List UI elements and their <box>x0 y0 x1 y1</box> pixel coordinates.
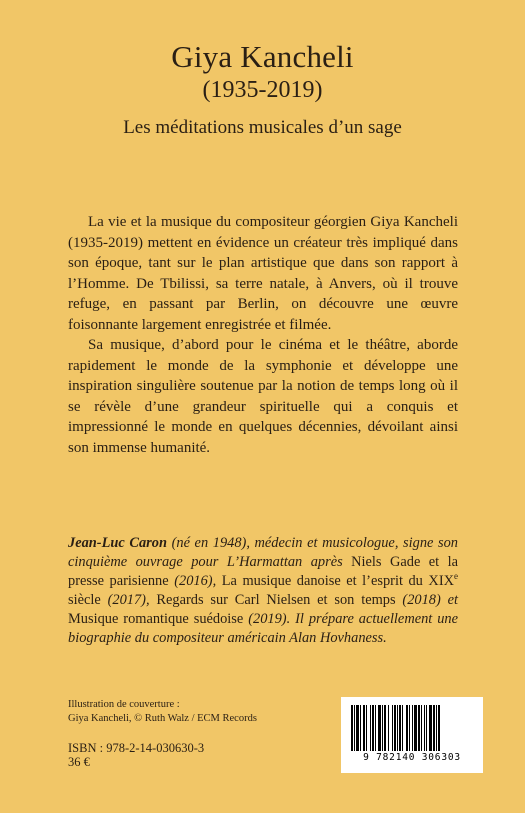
summary-paragraph-1: La vie et la musique du compositeur géorgien Giya Kancheli (1935-2019) mettent en évidence un créateur très impliqué dans son époque, tant sur le plan artistique que dans son rapport à l’Homme. De Tbilissi, sa terre natale, à Anvers, où il trouve refuge, en passant par Berlin, on découvre une œuvre foisonnante largement enregistrée et filmée. <box>68 214 458 333</box>
bio-closing: Il prépare actuellement une biographie du compositeur américain Alan Hovhaness. <box>68 611 458 646</box>
barcode-bar <box>414 705 417 751</box>
barcode-bar <box>354 705 355 751</box>
barcode-bar <box>356 705 359 751</box>
barcode-bar <box>406 705 408 751</box>
barcode-bar <box>402 705 403 751</box>
barcode-bar <box>388 705 389 751</box>
book-year-1: (2016), <box>168 573 222 589</box>
book-year-2: (2017), <box>100 592 157 608</box>
summary-paragraph-2: Sa musique, d’abord pour le cinéma et le théâtre, aborde rapidement le monde de la symphonie et développe une inspiration singulière soutenue par la notion de temps long où il se révèle d’une grandeur spirituelle qui a conquis et impressionné le monde en quelques décennies, dévoilant ainsi son immense humanité. <box>68 337 458 456</box>
barcode-bar <box>360 705 361 751</box>
credit-line-2: Giya Kancheli, © Ruth Walz / ECM Records <box>68 713 257 724</box>
barcode-bar <box>399 705 401 751</box>
author-bio <box>68 534 458 648</box>
book-year-4: (2019). <box>243 611 296 627</box>
barcode-bar <box>438 705 440 751</box>
barcode <box>341 697 483 773</box>
book-title-4: Musique romantique suédoise <box>68 611 244 627</box>
barcode-bar <box>429 705 432 751</box>
barcode-bar <box>426 705 427 751</box>
barcode-bar <box>378 705 381 751</box>
barcode-bar <box>409 705 410 751</box>
barcode-bar <box>394 705 396 751</box>
barcode-bar <box>424 705 425 751</box>
barcode-bar <box>433 705 435 751</box>
book-subtitle: Les méditations musicales d’un sage <box>123 117 402 138</box>
cover-credit <box>68 698 257 726</box>
barcode-bars <box>349 705 475 751</box>
bio-text: (né en 1948), médecin et musicologue, signe son cinquième ouvrage pour L’Harmattan après <box>68 535 458 570</box>
book-title-3: Regards sur Carl Nielsen et son temps <box>156 592 396 608</box>
book-title-2a: La musique danoise et l’esprit du XIX <box>221 573 454 589</box>
book-title-2b: siècle <box>68 592 101 608</box>
book-year-3: (2018) et <box>395 592 458 608</box>
barcode-digits: 9 782140 306303 <box>363 752 461 763</box>
barcode-bar <box>372 705 374 751</box>
book-years: (1935-2019) <box>202 77 323 103</box>
book-title: Giya Kancheli <box>171 39 354 74</box>
barcode-bar <box>375 705 376 751</box>
barcode-bar <box>397 705 398 751</box>
barcode-bar <box>382 705 383 751</box>
credit-line-1: Illustration de couverture : <box>68 699 180 710</box>
barcode-bar <box>412 705 413 751</box>
book-title-2-sup: e <box>454 571 458 582</box>
price: 36 € <box>68 755 90 769</box>
barcode-bar <box>366 705 367 751</box>
barcode-bar <box>363 705 365 751</box>
isbn: ISBN : 978-2-14-030630-3 <box>68 741 205 755</box>
barcode-bar <box>370 705 371 751</box>
barcode-bar <box>421 705 422 751</box>
barcode-bar <box>392 705 393 751</box>
author-name: Jean-Luc Caron <box>68 535 167 551</box>
barcode-bar <box>418 705 420 751</box>
barcode-bar <box>384 705 386 751</box>
book-title-1: Niels Gade et la presse parisienne <box>68 554 458 589</box>
barcode-bar <box>436 705 437 751</box>
barcode-bar <box>351 705 353 751</box>
